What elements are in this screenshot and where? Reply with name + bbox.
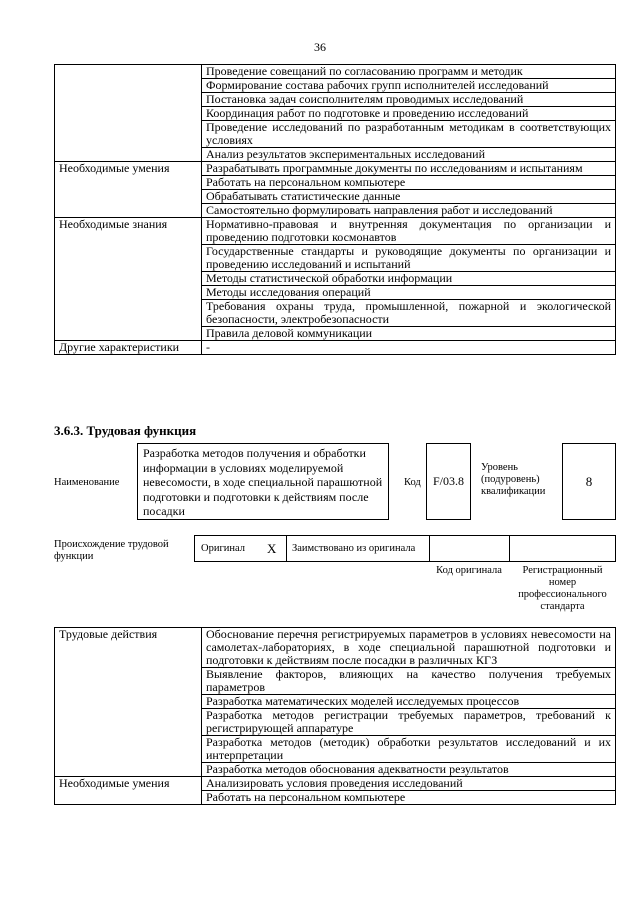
- list-item: Самостоятельно формулировать направления работ и исследований: [202, 204, 616, 218]
- requirements-table-bottom: [54, 627, 616, 805]
- table-label-empty: [55, 65, 202, 162]
- list-item: Обрабатывать статистические данные: [202, 190, 616, 204]
- list-item: Разрабатывать программные документы по исследованиям и испытаниям: [202, 162, 616, 176]
- origin-row: [194, 535, 616, 562]
- reg-number-cell: [510, 536, 615, 561]
- list-item: Проведение совещаний по согласованию программ и методик: [202, 65, 616, 79]
- list-item: Координация работ по подготовке и проведению исследований: [202, 107, 616, 121]
- borrowed-cell: [287, 536, 430, 561]
- name-label: Наименование: [54, 477, 120, 488]
- list-item: Требования охраны труда, промышленной, пожарной и экологической безопасности, электробезопасности: [202, 300, 616, 327]
- code-label: Код: [404, 477, 421, 488]
- skills-label: Необходимые умения: [55, 777, 202, 805]
- list-item: Разработка методов (методик) обработки результатов исследований и их интерпретации: [202, 736, 616, 763]
- function-name: Разработка методов получения и обработки информации в условиях моделируемой невесомости, в ходе специальной парашютной подготовки и подготовки к действиям после посадки: [143, 446, 383, 518]
- list-item: Разработка математических моделей исследуемых процессов: [202, 695, 616, 709]
- list-item: Нормативно-правовая и внутренняя документация по организации и проведению подготовки космонавтов: [202, 218, 616, 245]
- level-value: 8: [585, 473, 593, 489]
- other-label: Другие характеристики: [55, 341, 202, 355]
- list-item: Работать на персональном компьютере: [202, 791, 616, 805]
- actions-label: Трудовые действия: [55, 628, 202, 777]
- list-item: Государственные стандарты и руководящие документы по организации и проведению исследований и испытаний: [202, 245, 616, 272]
- skills-label: Необходимые умения: [55, 162, 202, 218]
- list-item: Разработка методов регистрации требуемых параметров, требований к регистрирующей аппаратуре: [202, 709, 616, 736]
- code-box: [426, 443, 471, 520]
- knowledge-label: Необходимые знания: [55, 218, 202, 341]
- original-cell: [195, 536, 287, 561]
- function-name-box: [137, 443, 389, 520]
- other-value: -: [202, 341, 616, 355]
- list-item: Анализ результатов экспериментальных исследований: [202, 148, 616, 162]
- code-original-caption: Код оригинала: [436, 565, 502, 576]
- original-label: Оригинал: [201, 543, 245, 554]
- level-box: [562, 443, 616, 520]
- list-item: Проведение исследований по разработанным методикам в соответствующих условиях: [202, 121, 616, 148]
- section-title: 3.6.3. Трудовая функция: [54, 423, 197, 438]
- list-item: Обоснование перечня регистрируемых параметров в условиях невесомости на самолетах-лабораториях, в ходе специальной парашютной подготовки и подготовки к действиям после посадки в различных КГЗ: [202, 628, 616, 668]
- list-item: Разработка методов обоснования адекватности результатов: [202, 763, 616, 777]
- requirements-table-top: [54, 64, 616, 355]
- list-item: Выявление факторов, влияющих на качество получения требуемых параметров: [202, 668, 616, 695]
- code-value: F/03.8: [432, 474, 464, 488]
- origin-label: Происхождение трудовой функции: [54, 539, 169, 562]
- code-original-cell: [430, 536, 510, 561]
- list-item: Правила деловой коммуникации: [202, 327, 616, 341]
- list-item: Анализировать условия проведения исследований: [202, 777, 616, 791]
- reg-number-caption: Регистрационный номер профессионального стандарта: [518, 565, 607, 612]
- original-mark: X: [267, 540, 277, 556]
- list-item: Работать на персональном компьютере: [202, 176, 616, 190]
- page-number: 36: [314, 40, 326, 54]
- list-item: Постановка задач соисполнителям проводимых исследований: [202, 93, 616, 107]
- list-item: Формирование состава рабочих групп исполнителей исследований: [202, 79, 616, 93]
- borrowed-label: Заимствовано из оригинала: [292, 543, 416, 554]
- level-label: Уровень (подуровень) квалификации: [481, 462, 546, 497]
- list-item: Методы статистической обработки информации: [202, 272, 616, 286]
- list-item: Методы исследования операций: [202, 286, 616, 300]
